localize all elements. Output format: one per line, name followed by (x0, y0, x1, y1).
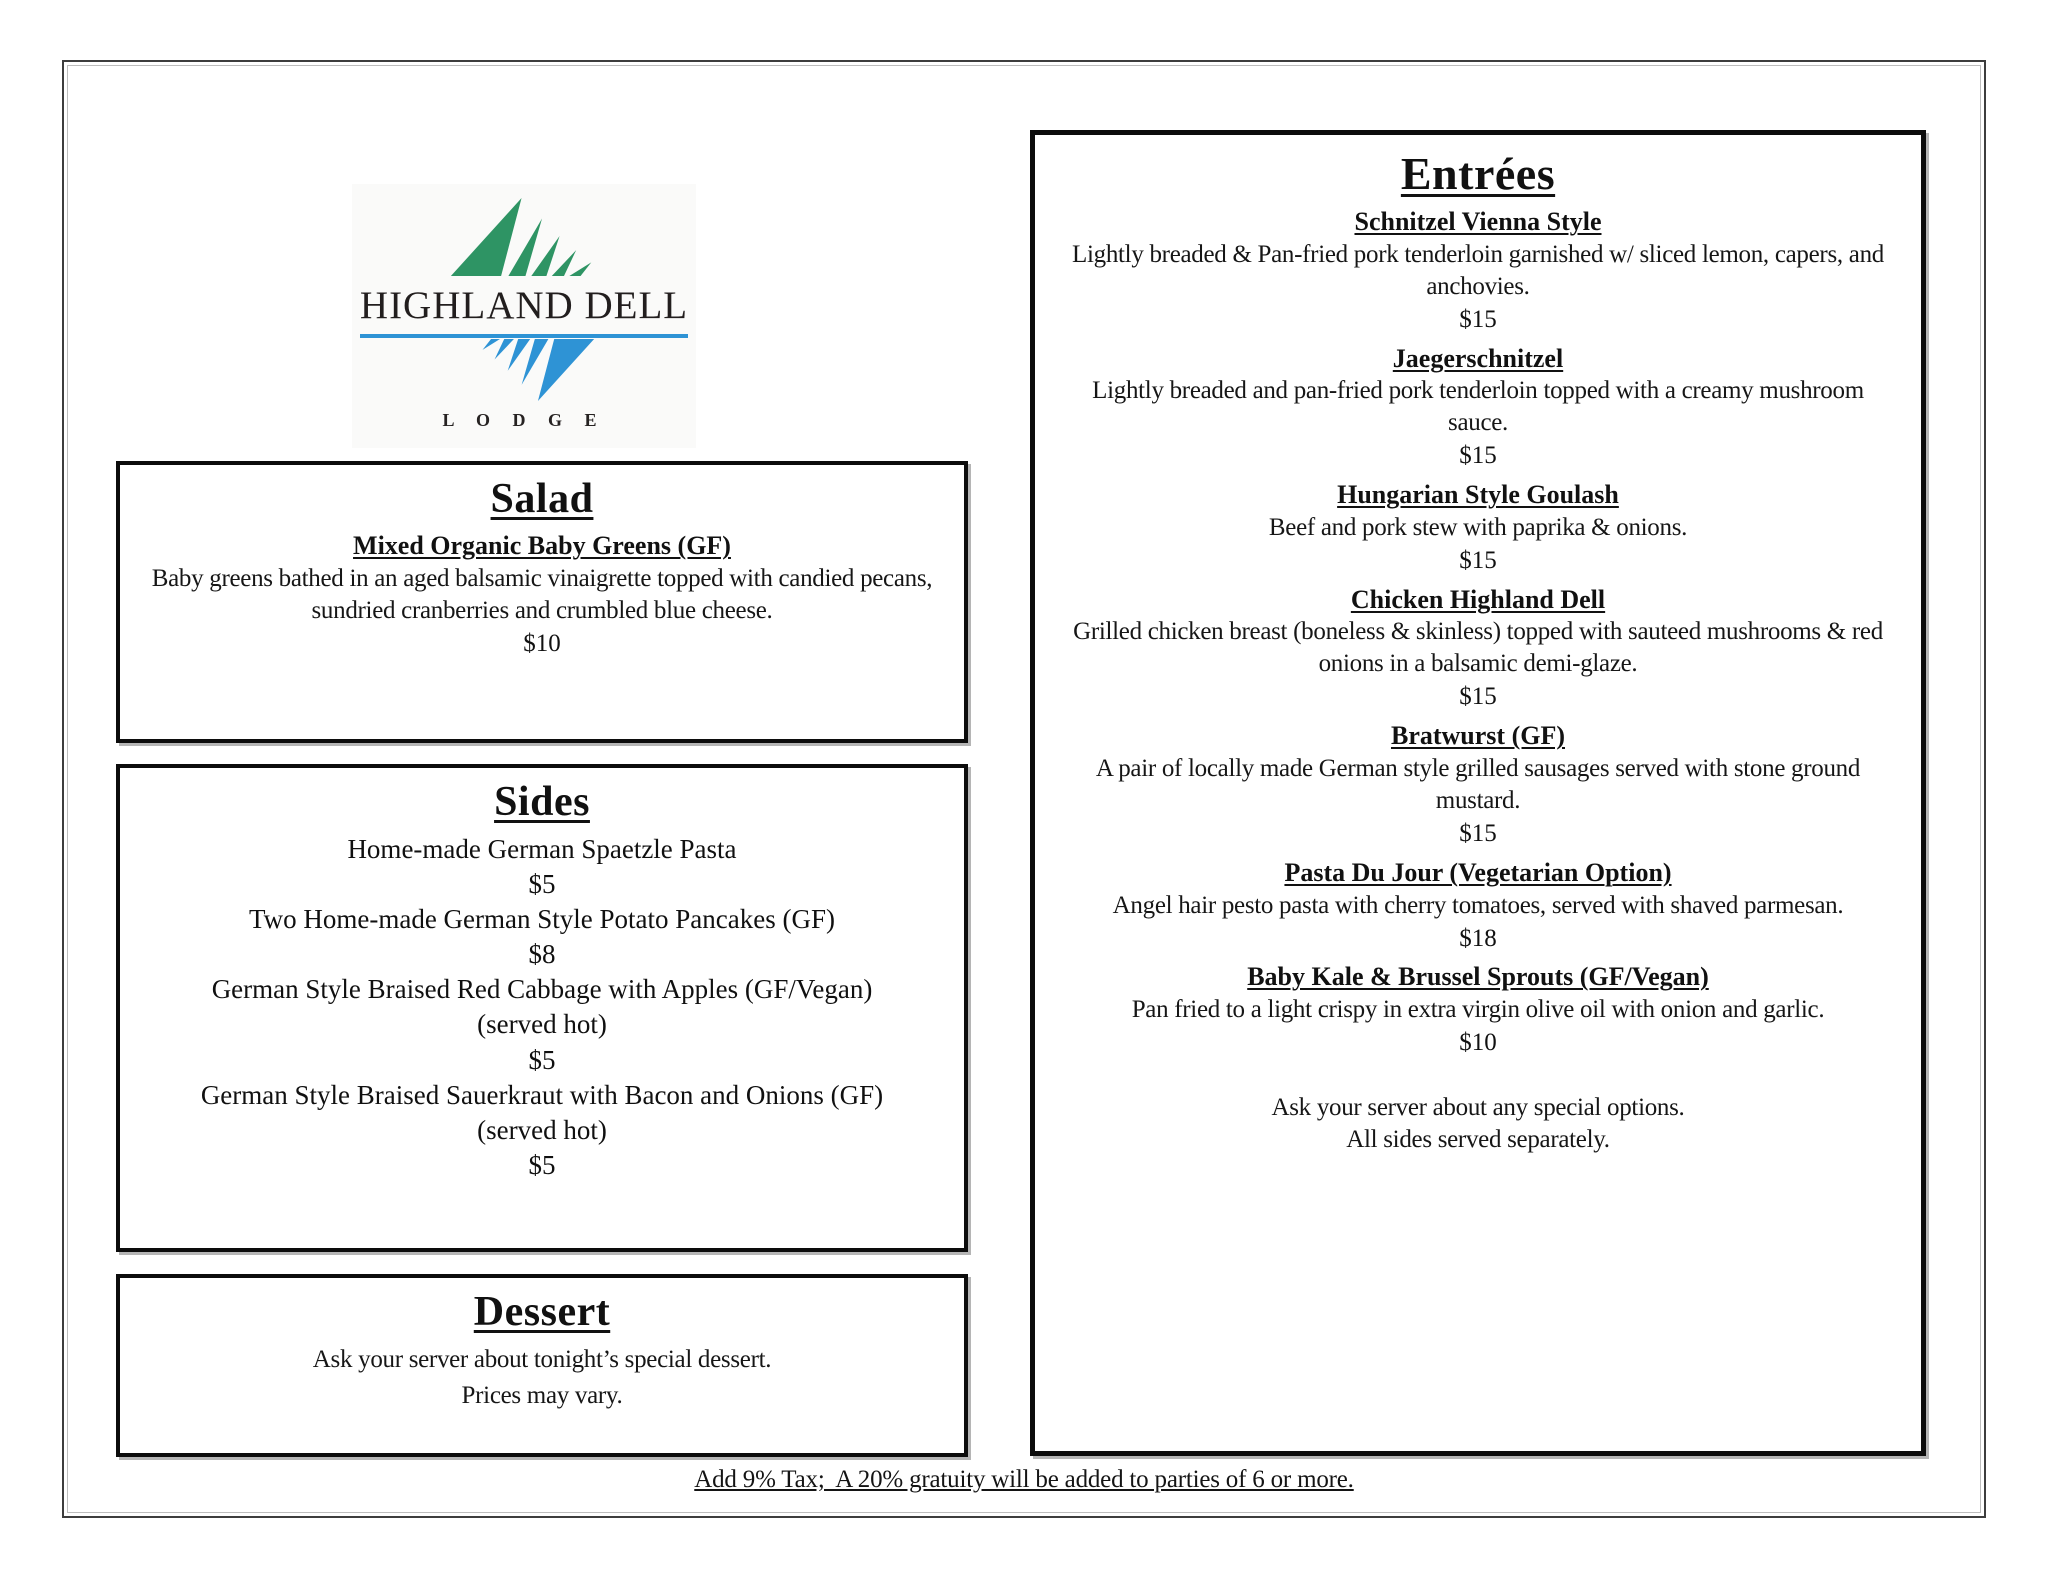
sides-section (116, 764, 968, 1252)
item-note: (served hot) (477, 1009, 607, 1040)
item-price: $10 (1459, 1029, 1497, 1057)
dessert-note-line: Prices may vary. (461, 1382, 623, 1410)
menu-item-salad (120, 529, 964, 661)
item-name: Chicken Highland Dell (1350, 584, 1606, 614)
menu-item-entree (1035, 583, 1921, 715)
logo-mountain-green-icon (449, 198, 599, 276)
item-name: Mixed Organic Baby Greens (GF) (353, 531, 731, 560)
dessert-section-title: Dessert (473, 1289, 611, 1335)
item-description: Pan fried to a light crispy in extra virgin olive oil with onion and garlic. (1131, 996, 1825, 1024)
item-name: Jaegerschnitzel (1392, 343, 1564, 373)
menu-item-entree (1035, 342, 1921, 474)
item-name: Hungarian Style Goulash (1337, 480, 1619, 510)
salad-section-title: Salad (490, 476, 594, 522)
item-note: (served hot) (477, 1114, 607, 1145)
item-price: $5 (528, 1044, 556, 1075)
item-name: German Style Braised Sauerkraut with Bacon and Onions (GF) (200, 1079, 884, 1110)
dessert-note-line: Ask your server about tonight’s special dessert. (312, 1346, 772, 1373)
entrees-footer-line: All sides served separately. (1346, 1125, 1610, 1153)
item-name: Home-made German Spaetzle Pasta (347, 834, 737, 864)
item-price: $8 (528, 939, 556, 970)
menu-item-side (120, 1078, 964, 1183)
dessert-section (116, 1274, 968, 1457)
entrees-footer-line: Ask your server about any special options. (1271, 1093, 1685, 1121)
item-name: German Style Braised Red Cabbage with Apples (GF/Vegan) (211, 974, 873, 1005)
item-description: Beef and pork stew with paprika & onions. (1268, 513, 1688, 541)
highland-dell-logo (352, 184, 696, 448)
item-price: $5 (528, 1149, 556, 1180)
item-name: Baby Kale & Brussel Sprouts (GF/Vegan) (1247, 962, 1709, 992)
item-name: Pasta Du Jour (Vegetarian Option) (1284, 857, 1672, 887)
item-price: $15 (1459, 546, 1497, 574)
menu-item-side (120, 902, 964, 972)
item-name: Bratwurst (GF) (1390, 721, 1565, 751)
item-description: Grilled chicken breast (boneless & skinless) topped with sauteed mushrooms & red onions in a balsamic demi-glaze. (1073, 618, 1883, 678)
salad-section (116, 461, 968, 743)
item-description: Lightly breaded and pan-fried pork tenderloin topped with a creamy mushroom sauce. (1092, 377, 1864, 437)
menu-item-entree (1035, 960, 1921, 1060)
item-price: $18 (1459, 924, 1497, 952)
menu-item-entree (1035, 856, 1921, 956)
logo-reflection-blue-icon (477, 339, 595, 401)
item-price: $15 (1459, 683, 1497, 711)
menu-item-entree (1035, 478, 1921, 578)
item-name: Schnitzel Vienna Style (1354, 207, 1602, 236)
item-price: $10 (523, 629, 561, 657)
item-name: Two Home-made German Style Potato Pancakes (GF) (249, 904, 835, 935)
logo-divider (360, 334, 688, 338)
item-description: Baby greens bathed in an aged balsamic vinaigrette topped with candied pecans, sundried cranberries and crumbled blue cheese. (151, 564, 933, 624)
item-price: $15 (1459, 442, 1497, 470)
logo-title: HIGHLAND DELL (359, 284, 689, 327)
entrees-footer (1035, 1092, 1921, 1156)
item-description: Angel hair pesto pasta with cherry tomatoes, served with shaved parmesan. (1112, 891, 1844, 919)
item-description: Lightly breaded & Pan-fried pork tenderloin garnished w/ sliced lemon, capers, and anchovies. (1072, 240, 1884, 300)
item-price: $15 (1459, 819, 1497, 847)
sides-section-title: Sides (494, 779, 590, 825)
logo-subtitle: L O D G E (442, 410, 606, 430)
menu-item-entree (1035, 205, 1921, 337)
menu-item-side (120, 972, 964, 1077)
item-price: $15 (1459, 305, 1497, 333)
tax-note: Add 9% Tax; A 20% gratuity will be added to parties of 6 or more. (694, 1466, 1354, 1493)
item-description: A pair of locally made German style grilled sausages served with stone ground mustard. (1095, 754, 1861, 814)
entrees-section-title: Entrées (1400, 148, 1556, 199)
menu-item-entree (1035, 719, 1921, 851)
menu-item-side (120, 832, 964, 902)
entrees-section (1030, 130, 1926, 1456)
item-price: $5 (528, 869, 556, 900)
